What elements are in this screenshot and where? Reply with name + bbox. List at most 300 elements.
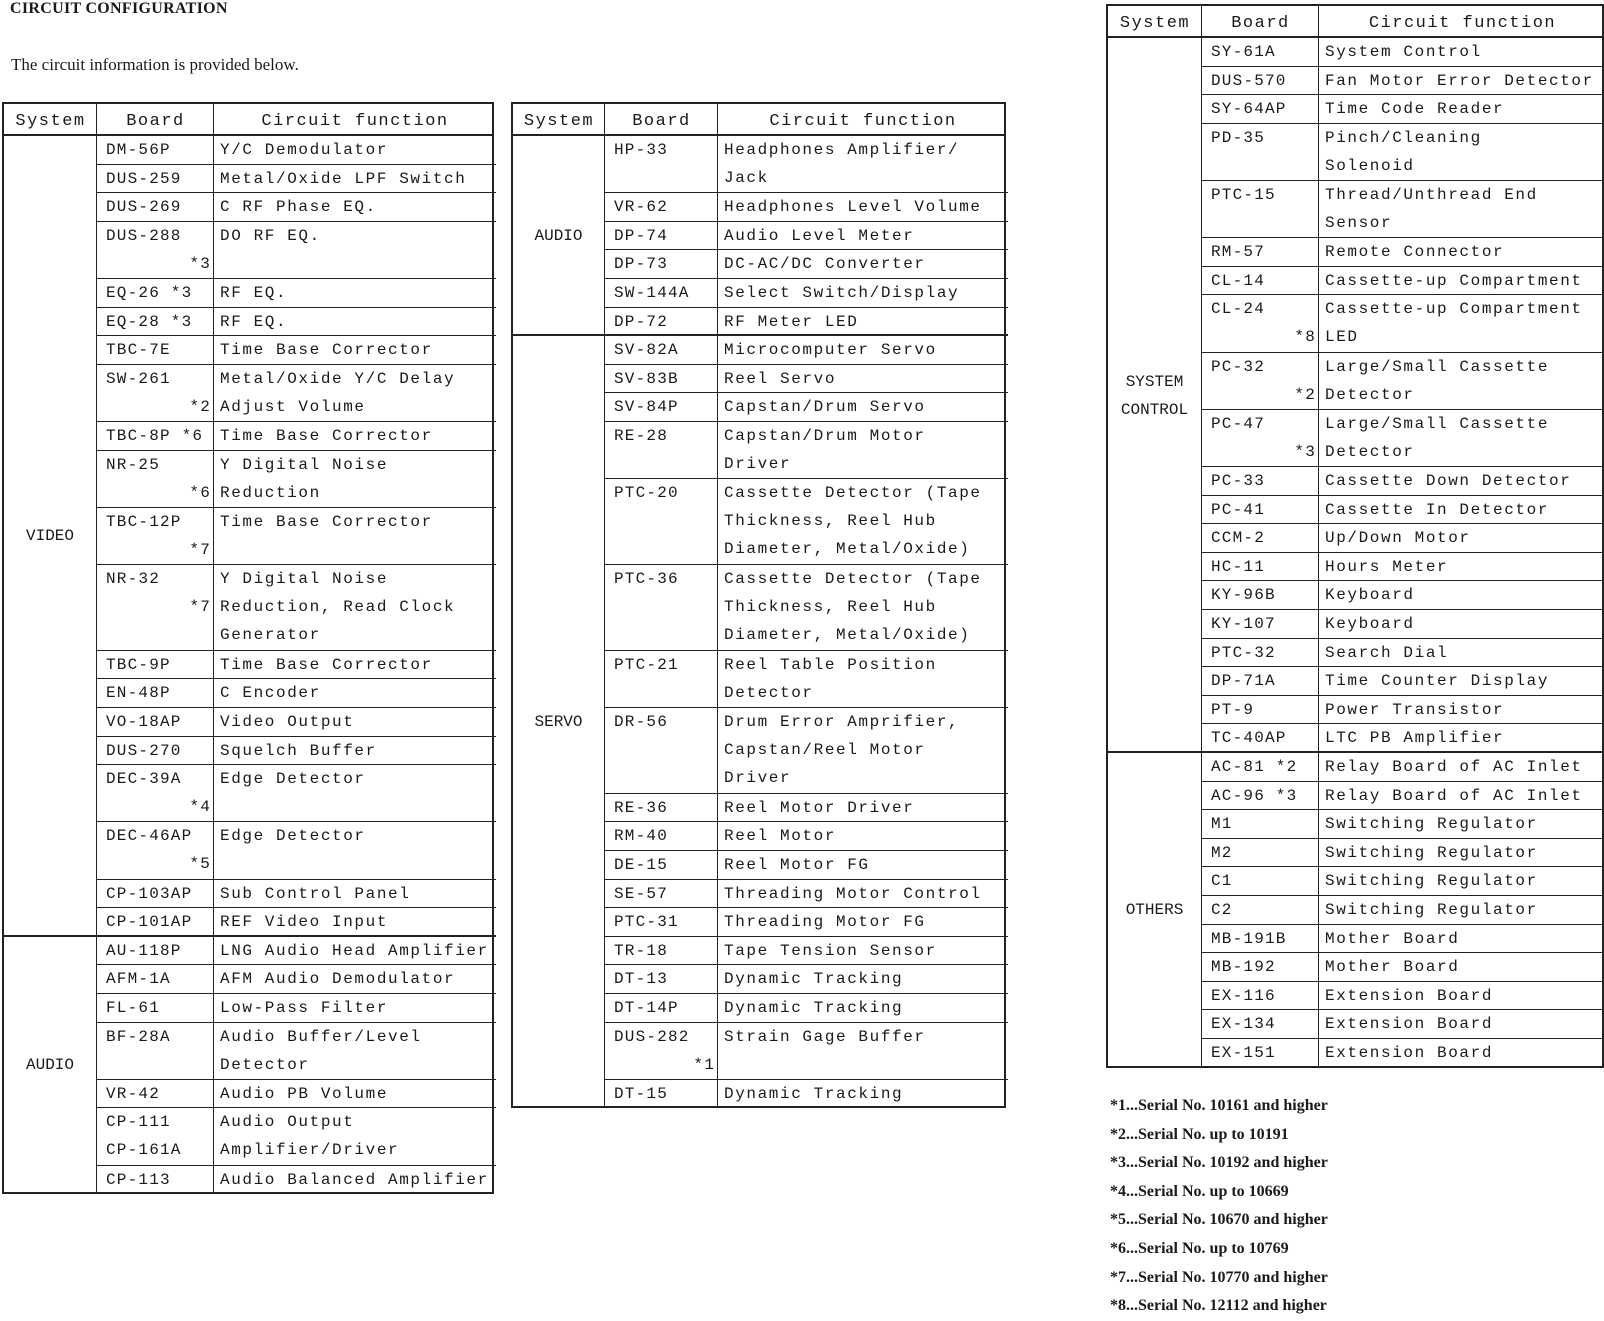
board-name: PC-47 xyxy=(1211,414,1266,433)
function-cell xyxy=(1319,982,1604,1010)
board-cell xyxy=(1202,810,1328,838)
header-system: System xyxy=(15,112,86,131)
board-cell xyxy=(97,994,223,1022)
circuit-function: Cassette Detector (Tape xyxy=(724,570,982,588)
system-label-line: SYSTEM xyxy=(1125,372,1184,391)
board-name: CP-161A xyxy=(106,1141,182,1160)
table-row xyxy=(1202,782,1604,811)
board-name: VR-42 xyxy=(106,1084,161,1103)
board-cell xyxy=(605,994,727,1022)
board-name: PTC-31 xyxy=(614,913,679,932)
board-name: PC-41 xyxy=(1211,500,1266,519)
board-name: CP-111 xyxy=(106,1113,171,1132)
function-cell xyxy=(718,565,1014,649)
board-cell xyxy=(1202,953,1328,981)
function-cell xyxy=(214,651,502,679)
board-cell xyxy=(605,250,727,278)
board-name: TBC-12P xyxy=(106,512,182,531)
table-row xyxy=(97,1023,496,1080)
function-cell xyxy=(1319,667,1604,695)
table-row xyxy=(97,1166,496,1195)
table-row xyxy=(605,651,1008,708)
footnote: *4...Serial No. up to 10669 xyxy=(1110,1182,1289,1200)
board-name: RE-28 xyxy=(614,427,669,445)
function-cell xyxy=(718,1023,1014,1051)
table-row xyxy=(1202,639,1604,668)
table-row xyxy=(97,822,496,879)
board-name: DUS-270 xyxy=(106,741,182,760)
table-row xyxy=(605,193,1008,222)
system-label xyxy=(1108,368,1201,424)
table-row xyxy=(605,822,1008,851)
board-cell xyxy=(605,651,727,679)
circuit-function: Metal/Oxide Y/C Delay xyxy=(220,369,456,388)
function-cell xyxy=(1319,410,1604,466)
table-row xyxy=(1202,982,1604,1011)
board-cell xyxy=(605,1023,727,1079)
function-cell xyxy=(1319,353,1604,409)
function-cell xyxy=(1319,38,1604,66)
board-name: PD-35 xyxy=(1211,128,1266,147)
circuit-function: Capstan/Drum Motor xyxy=(724,427,926,445)
board-cell xyxy=(1202,238,1328,266)
table-row xyxy=(97,765,496,822)
circuit-function: Reel Table Position xyxy=(724,655,937,674)
function-cell xyxy=(214,136,502,164)
table-row xyxy=(97,908,496,937)
board-cell xyxy=(97,451,223,507)
function-cell xyxy=(1319,238,1604,266)
circuit-function: Switching Regulator xyxy=(1325,815,1538,834)
circuit-function: Reel Motor Driver xyxy=(724,798,915,817)
board-name: CL-24 xyxy=(1211,300,1266,319)
board-cell xyxy=(1202,1039,1328,1067)
function-cell xyxy=(718,994,1014,1022)
circuit-function: Keyboard xyxy=(1325,615,1415,633)
function-cell xyxy=(214,737,502,765)
circuit-function: Time Counter Display xyxy=(1325,672,1550,691)
circuit-function: Mother Board xyxy=(1325,958,1460,977)
board-name: TBC-7E xyxy=(106,341,171,360)
board-cell xyxy=(97,165,223,193)
board-cell xyxy=(605,422,727,450)
board-name: AC-96 *3 xyxy=(1211,786,1298,805)
board-name: AU-118P xyxy=(106,941,182,960)
table-row xyxy=(1202,1039,1604,1068)
table-row xyxy=(1202,410,1604,467)
function-cell xyxy=(1319,753,1604,781)
table-row xyxy=(605,365,1008,394)
board-name: *4 xyxy=(189,798,211,817)
board-cell xyxy=(97,708,223,736)
function-cell xyxy=(1319,696,1604,724)
system-group xyxy=(4,937,96,1194)
circuit-function: Time Base Corrector xyxy=(220,427,433,445)
function-cell xyxy=(214,422,502,450)
table-row xyxy=(97,679,496,708)
board-cell xyxy=(97,193,223,221)
table-row xyxy=(1202,724,1604,753)
board-name: PC-33 xyxy=(1211,472,1266,490)
intro-text: The circuit information is provided below. xyxy=(11,55,299,74)
function-cell xyxy=(718,365,1014,393)
table-row xyxy=(1202,267,1604,296)
board-name: DT-13 xyxy=(614,970,669,989)
circuit-function: Low-Pass Filter xyxy=(220,999,389,1017)
board-cell xyxy=(97,308,223,336)
circuit-function: Sub Control Panel xyxy=(220,884,411,903)
table-row xyxy=(97,336,496,365)
circuit-function: Threading Motor Control xyxy=(724,884,982,903)
board-cell xyxy=(605,136,727,164)
footnote: *5...Serial No. 10670 and higher xyxy=(1110,1211,1328,1229)
board-name: SV-82A xyxy=(614,341,679,360)
circuit-function: RF EQ. xyxy=(220,312,288,331)
circuit-function: Audio Level Meter xyxy=(724,226,915,245)
table-row xyxy=(97,136,496,165)
footnotes xyxy=(1110,1092,1328,1321)
circuit-table xyxy=(2,102,494,1194)
function-cell xyxy=(214,708,502,736)
table-header xyxy=(4,104,492,136)
board-cell xyxy=(1202,982,1328,1010)
board-cell xyxy=(97,1108,223,1164)
circuit-function: Strain Gage Buffer xyxy=(724,1027,926,1046)
system-label-line: OTHERS xyxy=(1125,901,1184,920)
system-group xyxy=(4,136,96,937)
board-cell xyxy=(1202,839,1328,867)
function-cell xyxy=(1319,524,1604,552)
circuit-function: Cassette In Detector xyxy=(1325,500,1550,519)
table-row xyxy=(605,1080,1008,1109)
function-cell xyxy=(214,908,502,936)
circuit-function: Reduction xyxy=(220,483,321,502)
circuit-function: Metal/Oxide LPF Switch xyxy=(220,169,467,188)
table-row xyxy=(605,250,1008,279)
table-row xyxy=(605,937,1008,966)
board-cell xyxy=(97,1166,223,1194)
circuit-function: Keyboard xyxy=(1325,586,1415,605)
board-name: DUS-288 xyxy=(106,226,182,245)
board-name: DP-74 xyxy=(614,226,669,245)
circuit-function: Squelch Buffer xyxy=(220,741,377,760)
circuit-function: Dynamic Tracking xyxy=(724,970,904,989)
circuit-function: Edge Detector xyxy=(220,827,366,846)
header-board: Board xyxy=(1231,14,1290,33)
circuit-function: Y Digital Noise xyxy=(220,570,389,588)
board-name: EQ-28 *3 xyxy=(106,312,193,331)
board-cell xyxy=(605,365,727,393)
function-cell xyxy=(1319,581,1604,609)
board-name: EX-151 xyxy=(1211,1044,1276,1062)
board-cell xyxy=(1202,295,1328,351)
circuit-function: Diameter, Metal/Oxide) xyxy=(724,540,971,559)
circuit-function: Headphones Amplifier/ xyxy=(724,141,960,159)
function-cell xyxy=(718,1080,1014,1108)
circuit-function: Mother Board xyxy=(1325,929,1460,948)
function-cell xyxy=(214,1166,502,1194)
board-name: DUS-259 xyxy=(106,169,182,188)
board-name: SV-83B xyxy=(614,369,679,388)
board-name: NR-32 xyxy=(106,570,161,588)
circuit-function: Hours Meter xyxy=(1325,557,1449,576)
circuit-function: Select Switch/Display xyxy=(724,284,960,302)
board-name: C2 xyxy=(1211,901,1233,919)
function-cell xyxy=(214,1023,502,1079)
table-row xyxy=(1202,496,1604,525)
function-cell xyxy=(718,222,1014,250)
table-row xyxy=(1202,238,1604,267)
board-name: MB-192 xyxy=(1211,958,1276,977)
function-cell xyxy=(214,451,502,507)
header-system: System xyxy=(523,112,595,131)
board-cell xyxy=(97,651,223,679)
circuit-function: Time Base Corrector xyxy=(220,655,433,674)
board-cell xyxy=(1202,867,1328,895)
board-cell xyxy=(605,393,727,421)
function-cell xyxy=(718,479,1014,563)
board-cell xyxy=(1202,581,1328,609)
board-cell xyxy=(1202,782,1328,810)
table-row xyxy=(1202,610,1604,639)
function-cell xyxy=(214,365,502,421)
circuit-function: Audio PB Volume xyxy=(220,1084,389,1103)
circuit-function: Sensor xyxy=(1325,214,1393,232)
function-cell xyxy=(718,336,1014,364)
board-name: C1 xyxy=(1211,872,1233,891)
board-cell xyxy=(1202,38,1328,66)
board-cell xyxy=(1202,696,1328,724)
board-name: EN-48P xyxy=(106,684,171,703)
function-cell xyxy=(718,308,1014,336)
system-label xyxy=(4,522,96,550)
board-cell xyxy=(97,937,223,965)
board-cell xyxy=(605,308,727,336)
header-system: System xyxy=(1119,14,1191,33)
function-cell xyxy=(1319,1010,1604,1038)
circuit-function: Detector xyxy=(724,683,814,702)
table-row xyxy=(97,994,496,1023)
board-cell xyxy=(1202,95,1328,123)
circuit-function: Cassette Detector (Tape xyxy=(724,484,982,503)
board-name: DR-56 xyxy=(614,713,669,731)
circuit-function: Relay Board of AC Inlet xyxy=(1325,758,1583,776)
function-cell xyxy=(214,193,502,221)
board-cell xyxy=(97,508,223,564)
board-name: KY-107 xyxy=(1211,615,1276,633)
table-row xyxy=(1202,581,1604,610)
board-name: *3 xyxy=(189,254,211,273)
circuit-function: Reel Motor FG xyxy=(724,856,870,874)
board-name: RE-36 xyxy=(614,798,669,817)
board-name: DT-15 xyxy=(614,1084,669,1103)
function-cell xyxy=(1319,95,1604,123)
board-cell xyxy=(1202,896,1328,924)
board-name: DUS-269 xyxy=(106,198,182,217)
board-name: TC-40AP xyxy=(1211,729,1287,748)
function-cell xyxy=(1319,267,1604,295)
board-cell xyxy=(605,937,727,965)
table-row xyxy=(605,851,1008,880)
circuit-function: Generator xyxy=(220,626,321,644)
board-name: VR-62 xyxy=(614,198,669,217)
system-label xyxy=(513,708,604,736)
board-name: CP-103AP xyxy=(106,884,193,903)
table-row xyxy=(1202,524,1604,553)
board-name: PTC-21 xyxy=(614,655,679,674)
function-cell xyxy=(1319,467,1604,495)
table-row xyxy=(1202,1010,1604,1039)
table-row xyxy=(97,965,496,994)
board-cell xyxy=(97,908,223,936)
function-cell xyxy=(1319,1039,1604,1067)
table-row xyxy=(97,937,496,966)
circuit-function: Capstan/Drum Servo xyxy=(724,398,926,417)
board-name: RM-57 xyxy=(1211,243,1266,262)
function-cell xyxy=(1319,953,1604,981)
function-cell xyxy=(1319,896,1604,924)
circuit-function: Time Base Corrector xyxy=(220,512,433,531)
table-row xyxy=(97,737,496,766)
circuit-function: Switching Regulator xyxy=(1325,843,1538,862)
table-row xyxy=(605,336,1008,365)
table-row xyxy=(1202,810,1604,839)
circuit-function: LNG Audio Head Amplifier xyxy=(220,941,489,960)
board-cell xyxy=(1202,553,1328,581)
board-cell xyxy=(605,279,727,307)
function-cell xyxy=(1319,124,1604,180)
function-cell xyxy=(718,250,1014,278)
system-label xyxy=(513,222,604,250)
function-cell xyxy=(718,393,1014,421)
board-name: PT-9 xyxy=(1211,700,1255,719)
board-name: *2 xyxy=(189,397,211,416)
table-row xyxy=(605,479,1008,565)
board-name: M2 xyxy=(1211,843,1233,862)
board-cell xyxy=(97,1023,223,1051)
board-cell xyxy=(605,479,727,507)
footnote: *8...Serial No. 12112 and higher xyxy=(1110,1297,1327,1315)
board-name: *8 xyxy=(1294,328,1316,347)
table-row xyxy=(1202,353,1604,410)
circuit-function: Large/Small Cassette xyxy=(1325,414,1550,433)
board-name: SW-261 xyxy=(106,369,171,388)
table-row xyxy=(605,908,1008,937)
circuit-function: Driver xyxy=(724,769,792,787)
board-cell xyxy=(97,565,223,621)
circuit-table xyxy=(1106,4,1604,1068)
board-name: PTC-36 xyxy=(614,570,679,588)
board-name: HP-33 xyxy=(614,141,669,159)
board-name: DT-14P xyxy=(614,999,679,1017)
board-name: DM-56P xyxy=(106,141,171,159)
table-row xyxy=(1202,839,1604,868)
board-name: SV-84P xyxy=(614,398,679,417)
board-cell xyxy=(1202,753,1328,781)
table-row xyxy=(97,165,496,194)
function-cell xyxy=(214,222,502,250)
table-row xyxy=(97,279,496,308)
header-board: Board xyxy=(632,112,691,131)
circuit-function: LTC PB Amplifier xyxy=(1325,729,1505,748)
board-name: *1 xyxy=(693,1055,715,1074)
function-cell xyxy=(214,965,502,993)
board-name: DP-72 xyxy=(614,312,669,331)
function-cell xyxy=(1319,839,1604,867)
system-group xyxy=(513,336,604,1108)
function-cell xyxy=(1319,553,1604,581)
table-row xyxy=(97,451,496,508)
function-cell xyxy=(718,193,1014,221)
circuit-table xyxy=(511,102,1006,1108)
table-header xyxy=(513,104,1004,136)
table-header xyxy=(1108,6,1602,38)
table-row xyxy=(605,965,1008,994)
circuit-function: Power Transistor xyxy=(1325,700,1505,719)
function-cell xyxy=(718,651,1014,707)
table-row xyxy=(605,393,1008,422)
circuit-function: Dynamic Tracking xyxy=(724,1084,904,1103)
function-cell xyxy=(718,708,1014,792)
function-cell xyxy=(1319,639,1604,667)
board-name: *3 xyxy=(1294,442,1316,461)
board-cell xyxy=(605,851,727,879)
board-cell xyxy=(97,336,223,364)
table-row xyxy=(97,880,496,909)
table-row xyxy=(1202,953,1604,982)
table-row xyxy=(1202,467,1604,496)
board-name: KY-96B xyxy=(1211,586,1276,605)
header-function: Circuit function xyxy=(1368,14,1557,33)
function-cell xyxy=(718,279,1014,307)
table-row xyxy=(1202,696,1604,725)
board-name: TBC-8P *6 xyxy=(106,427,204,445)
function-cell xyxy=(214,336,502,364)
board-name: *7 xyxy=(189,540,211,559)
board-cell xyxy=(605,565,727,593)
function-cell xyxy=(1319,610,1604,638)
board-cell xyxy=(605,708,727,736)
function-cell xyxy=(718,822,1014,850)
table-row xyxy=(1202,925,1604,954)
circuit-function: Y/C Demodulator xyxy=(220,141,389,159)
table-row xyxy=(1202,67,1604,96)
function-cell xyxy=(1319,810,1604,838)
board-name: HC-11 xyxy=(1211,557,1266,576)
board-cell xyxy=(97,222,223,278)
system-group xyxy=(513,136,604,336)
circuit-function: Extension Board xyxy=(1325,1044,1494,1062)
board-cell xyxy=(1202,181,1328,209)
board-cell xyxy=(605,822,727,850)
board-name: RM-40 xyxy=(614,827,669,846)
board-name: PTC-15 xyxy=(1211,186,1276,204)
function-cell xyxy=(214,565,502,649)
board-name: CCM-2 xyxy=(1211,529,1266,548)
circuit-function: Thread/Unthread End xyxy=(1325,186,1538,204)
function-cell xyxy=(214,765,502,793)
circuit-function: Solenoid xyxy=(1325,156,1415,175)
board-name: VO-18AP xyxy=(106,713,182,731)
system-label-line: AUDIO xyxy=(25,1056,74,1075)
function-cell xyxy=(718,851,1014,879)
board-cell xyxy=(1202,67,1328,95)
table-row xyxy=(605,308,1008,337)
circuit-function: Thickness, Reel Hub xyxy=(724,512,937,531)
system-label-line: AUDIO xyxy=(534,227,583,246)
function-cell xyxy=(214,279,502,307)
footnote: *6...Serial No. up to 10769 xyxy=(1110,1239,1289,1257)
